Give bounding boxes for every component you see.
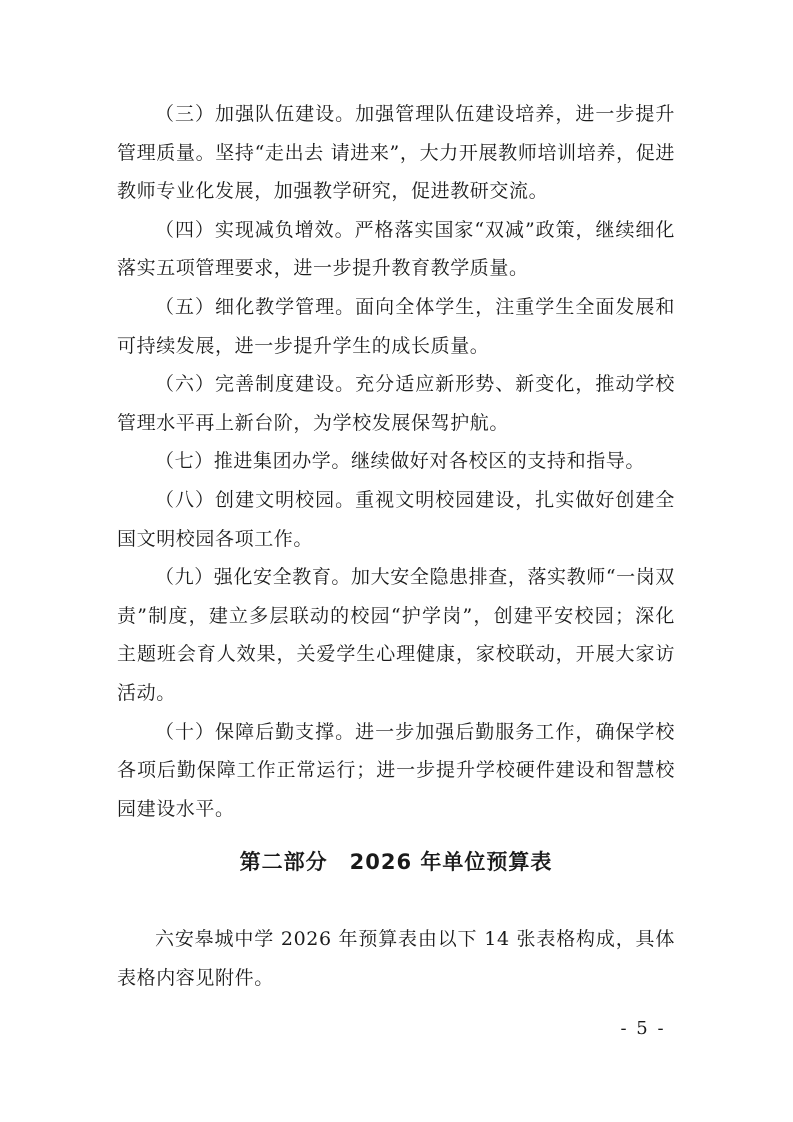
intro-section [117, 920, 675, 997]
intro-paragraph: 六安皋城中学 2026 年预算表由以下 14 张表格构成，具体表格内容见附件。 [117, 928, 675, 989]
page-number: - 5 - [620, 1018, 666, 1039]
measures-list [117, 95, 675, 828]
paragraph-safety-education: （九）强化安全教育。加大安全隐患排查，落实教师“一岗双责”制度，建立多层联动的校园“护学岗”，创建平安校园；深化主题班会育人效果，关爱学生心理健康，家校联动，开展大家访活动。 [117, 566, 675, 704]
paragraph-team-building: （三）加强队伍建设。加强管理队伍建设培养，进一步提升管理质量。坚持“走出去 请进来”，大力开展教师培训培养，促进教师专业化发展，加强教学研究，促进教研交流。 [117, 103, 675, 203]
paragraph-teaching-management: （五）细化教学管理。面向全体学生，注重学生全面发展和可持续发展，进一步提升学生的成长质量。 [117, 295, 675, 357]
paragraph-reduce-burden: （四）实现减负增效。严格落实国家“双减”政策，继续细化落实五项管理要求，进一步提升教育教学质量。 [117, 218, 675, 280]
paragraph-logistics-support: （十）保障后勤支撑。进一步加强后勤服务工作，确保学校各项后勤保障工作正常运行；进一步提升学校硬件建设和智慧校园建设水平。 [117, 720, 675, 820]
paragraph-group-schooling: （七）推进集团办学。继续做好对各校区的支持和指导。 [155, 450, 646, 473]
paragraph-civilized-campus: （八）创建文明校园。重视文明校园建设，扎实做好创建全国文明校园各项工作。 [117, 488, 675, 550]
paragraph-system-building: （六）完善制度建设。充分适应新形势、新变化，推动学校管理水平再上新台阶，为学校发展保驾护航。 [117, 373, 675, 434]
section-heading: 第二部分 2026 年单位预算表 [239, 850, 553, 874]
